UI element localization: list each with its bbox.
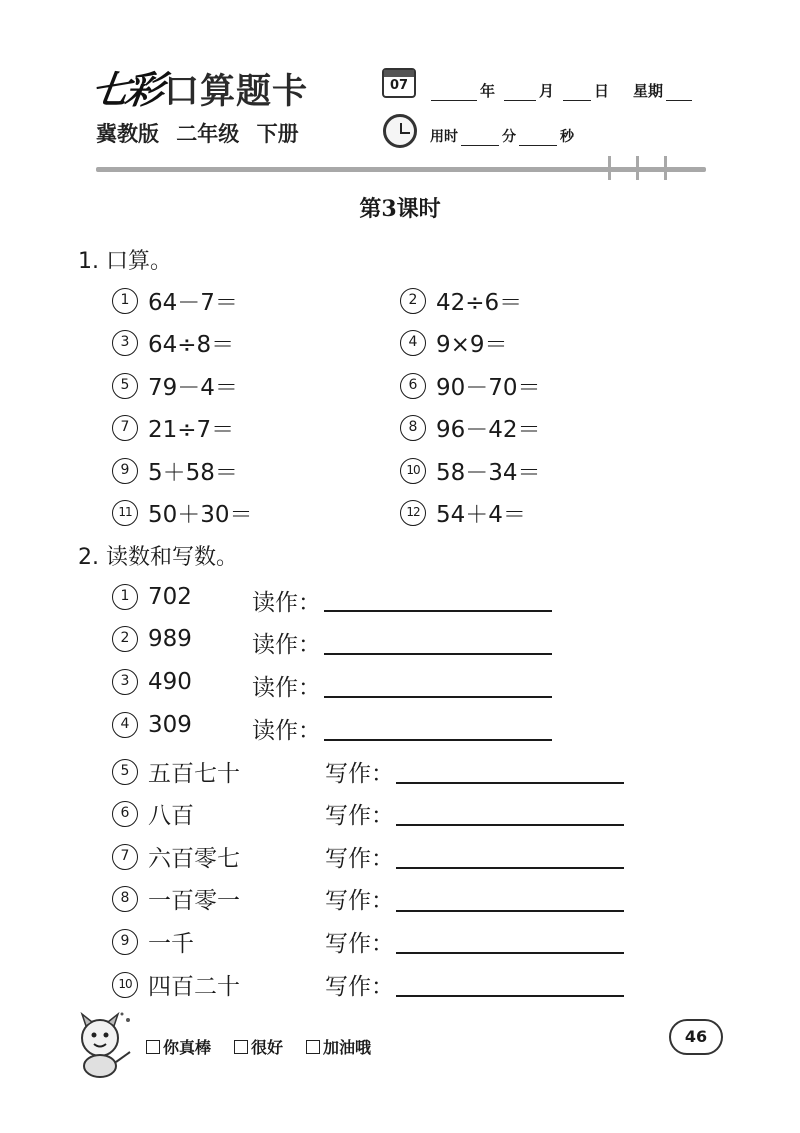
item-value: 六百零七 xyxy=(148,846,240,872)
item-number: 5 xyxy=(112,759,138,785)
item-number: 12 xyxy=(400,500,426,526)
answer-line[interactable] xyxy=(396,867,624,869)
write-label: 写作： xyxy=(325,888,394,914)
item-expression: 79－4＝ xyxy=(148,375,238,401)
cartoon-mascot-icon xyxy=(70,1008,140,1080)
mental-math-item[interactable] xyxy=(400,369,541,402)
month-blank[interactable] xyxy=(504,85,536,101)
mental-math-item[interactable] xyxy=(400,326,508,359)
item-number: 3 xyxy=(112,669,138,695)
weekday-blank[interactable] xyxy=(666,85,692,101)
read-label: 读作： xyxy=(252,590,321,616)
brand-title: 口算题卡 xyxy=(164,72,309,112)
second-label: 秒 xyxy=(560,129,574,145)
item-value: 一千 xyxy=(148,931,194,957)
weekday-label: 星期 xyxy=(633,82,664,100)
checkbox[interactable] xyxy=(234,1040,248,1054)
mental-math-item[interactable] xyxy=(112,369,238,402)
time-label: 用时 xyxy=(430,129,458,145)
item-expression: 96－42＝ xyxy=(436,417,541,443)
read-label: 读作： xyxy=(252,675,321,701)
read-number-item xyxy=(112,712,192,738)
page-number: 46 xyxy=(669,1019,723,1055)
calendar-icon-text: 07 xyxy=(389,78,409,93)
item-value: 989 xyxy=(148,626,192,652)
write-number-item xyxy=(112,882,240,915)
read-number-item xyxy=(112,626,192,652)
answer-line[interactable] xyxy=(396,782,624,784)
section2-title: 2. 读数和写数。 xyxy=(78,545,238,570)
item-number: 8 xyxy=(400,415,426,441)
item-value: 四百二十 xyxy=(148,974,240,1000)
item-number: 1 xyxy=(112,288,138,314)
write-number-item xyxy=(112,840,240,873)
item-expression: 50＋30＝ xyxy=(148,502,253,528)
rating-option-good[interactable] xyxy=(234,1035,283,1058)
day-blank[interactable] xyxy=(563,85,591,101)
rating-label: 你真棒 xyxy=(163,1038,212,1057)
mental-math-item[interactable] xyxy=(112,326,234,359)
item-number: 7 xyxy=(112,844,138,870)
mental-math-item[interactable] xyxy=(112,411,234,444)
item-number: 5 xyxy=(112,373,138,399)
section1-title: 1. 口算。 xyxy=(78,249,172,274)
brand-qicai: 七彩 xyxy=(88,67,163,112)
answer-line[interactable] xyxy=(324,739,552,741)
answer-line[interactable] xyxy=(396,995,624,997)
item-value: 一百零一 xyxy=(148,888,240,914)
item-expression: 64－7＝ xyxy=(148,290,238,316)
write-number-item xyxy=(112,755,240,788)
item-number: 2 xyxy=(400,288,426,314)
item-number: 9 xyxy=(112,458,138,484)
header-divider xyxy=(96,167,706,172)
mental-math-item[interactable] xyxy=(112,284,238,317)
item-expression: 90－70＝ xyxy=(436,375,541,401)
mental-math-item[interactable] xyxy=(112,496,253,529)
year-blank[interactable] xyxy=(431,85,477,101)
item-number: 10 xyxy=(112,972,138,998)
item-number: 6 xyxy=(400,373,426,399)
item-expression: 42÷6＝ xyxy=(436,290,523,316)
write-label: 写作： xyxy=(325,761,394,787)
read-label: 读作： xyxy=(252,632,321,658)
mental-math-item[interactable] xyxy=(112,454,238,487)
calendar-icon xyxy=(382,68,416,98)
answer-line[interactable] xyxy=(396,824,624,826)
item-expression: 58－34＝ xyxy=(436,460,541,486)
minute-label: 分 xyxy=(502,129,516,145)
write-label: 写作： xyxy=(325,846,394,872)
item-number: 6 xyxy=(112,801,138,827)
month-label: 月 xyxy=(539,82,555,100)
lesson-title: 第3课时 xyxy=(359,196,441,222)
second-blank[interactable] xyxy=(519,130,557,146)
item-number: 4 xyxy=(112,712,138,738)
item-number: 1 xyxy=(112,584,138,610)
item-expression: 5＋58＝ xyxy=(148,460,238,486)
day-label: 日 xyxy=(594,82,610,100)
item-expression: 9×9＝ xyxy=(436,332,508,358)
read-number-item xyxy=(112,669,192,695)
answer-line[interactable] xyxy=(324,696,552,698)
item-number: 4 xyxy=(400,330,426,356)
answer-line[interactable] xyxy=(396,910,624,912)
write-number-item xyxy=(112,968,240,1001)
item-value: 309 xyxy=(148,712,192,738)
write-number-item xyxy=(112,925,194,958)
mental-math-item[interactable] xyxy=(400,496,526,529)
mental-math-item[interactable] xyxy=(400,411,541,444)
time-field xyxy=(430,126,574,146)
item-expression: 54＋4＝ xyxy=(436,502,526,528)
clock-icon xyxy=(383,114,417,148)
edition-label: 冀教版 二年级 下册 xyxy=(96,122,299,146)
item-number: 2 xyxy=(112,626,138,652)
minute-blank[interactable] xyxy=(461,130,499,146)
write-label: 写作： xyxy=(325,974,394,1000)
year-label: 年 xyxy=(480,82,496,100)
answer-line[interactable] xyxy=(324,610,552,612)
item-expression: 21÷7＝ xyxy=(148,417,235,443)
item-number: 7 xyxy=(112,415,138,441)
divider-tick xyxy=(636,156,639,180)
read-label: 读作： xyxy=(252,718,321,744)
checkbox[interactable] xyxy=(306,1040,320,1054)
item-number: 10 xyxy=(400,458,426,484)
item-number: 8 xyxy=(112,886,138,912)
item-number: 11 xyxy=(112,500,138,526)
item-number: 3 xyxy=(112,330,138,356)
date-field xyxy=(428,80,695,101)
divider-tick xyxy=(664,156,667,180)
mental-math-item[interactable] xyxy=(400,454,541,487)
read-number-item xyxy=(112,584,192,610)
item-value: 702 xyxy=(148,584,192,610)
rating-option-great[interactable] xyxy=(146,1035,211,1058)
answer-line[interactable] xyxy=(396,952,624,954)
write-label: 写作： xyxy=(325,931,394,957)
rating-option-keep-going[interactable] xyxy=(306,1035,371,1058)
checkbox[interactable] xyxy=(146,1040,160,1054)
item-value: 490 xyxy=(148,669,192,695)
item-value: 五百七十 xyxy=(148,761,240,787)
item-number: 9 xyxy=(112,929,138,955)
item-expression: 64÷8＝ xyxy=(148,332,235,358)
item-value: 八百 xyxy=(148,803,194,829)
rating-label: 加油哦 xyxy=(323,1038,372,1057)
answer-line[interactable] xyxy=(324,653,552,655)
divider-tick xyxy=(608,156,611,180)
rating-label: 很好 xyxy=(251,1038,284,1057)
write-label: 写作： xyxy=(325,803,394,829)
write-number-item xyxy=(112,797,194,830)
brand-logo xyxy=(88,66,309,114)
mental-math-item[interactable] xyxy=(400,284,522,317)
